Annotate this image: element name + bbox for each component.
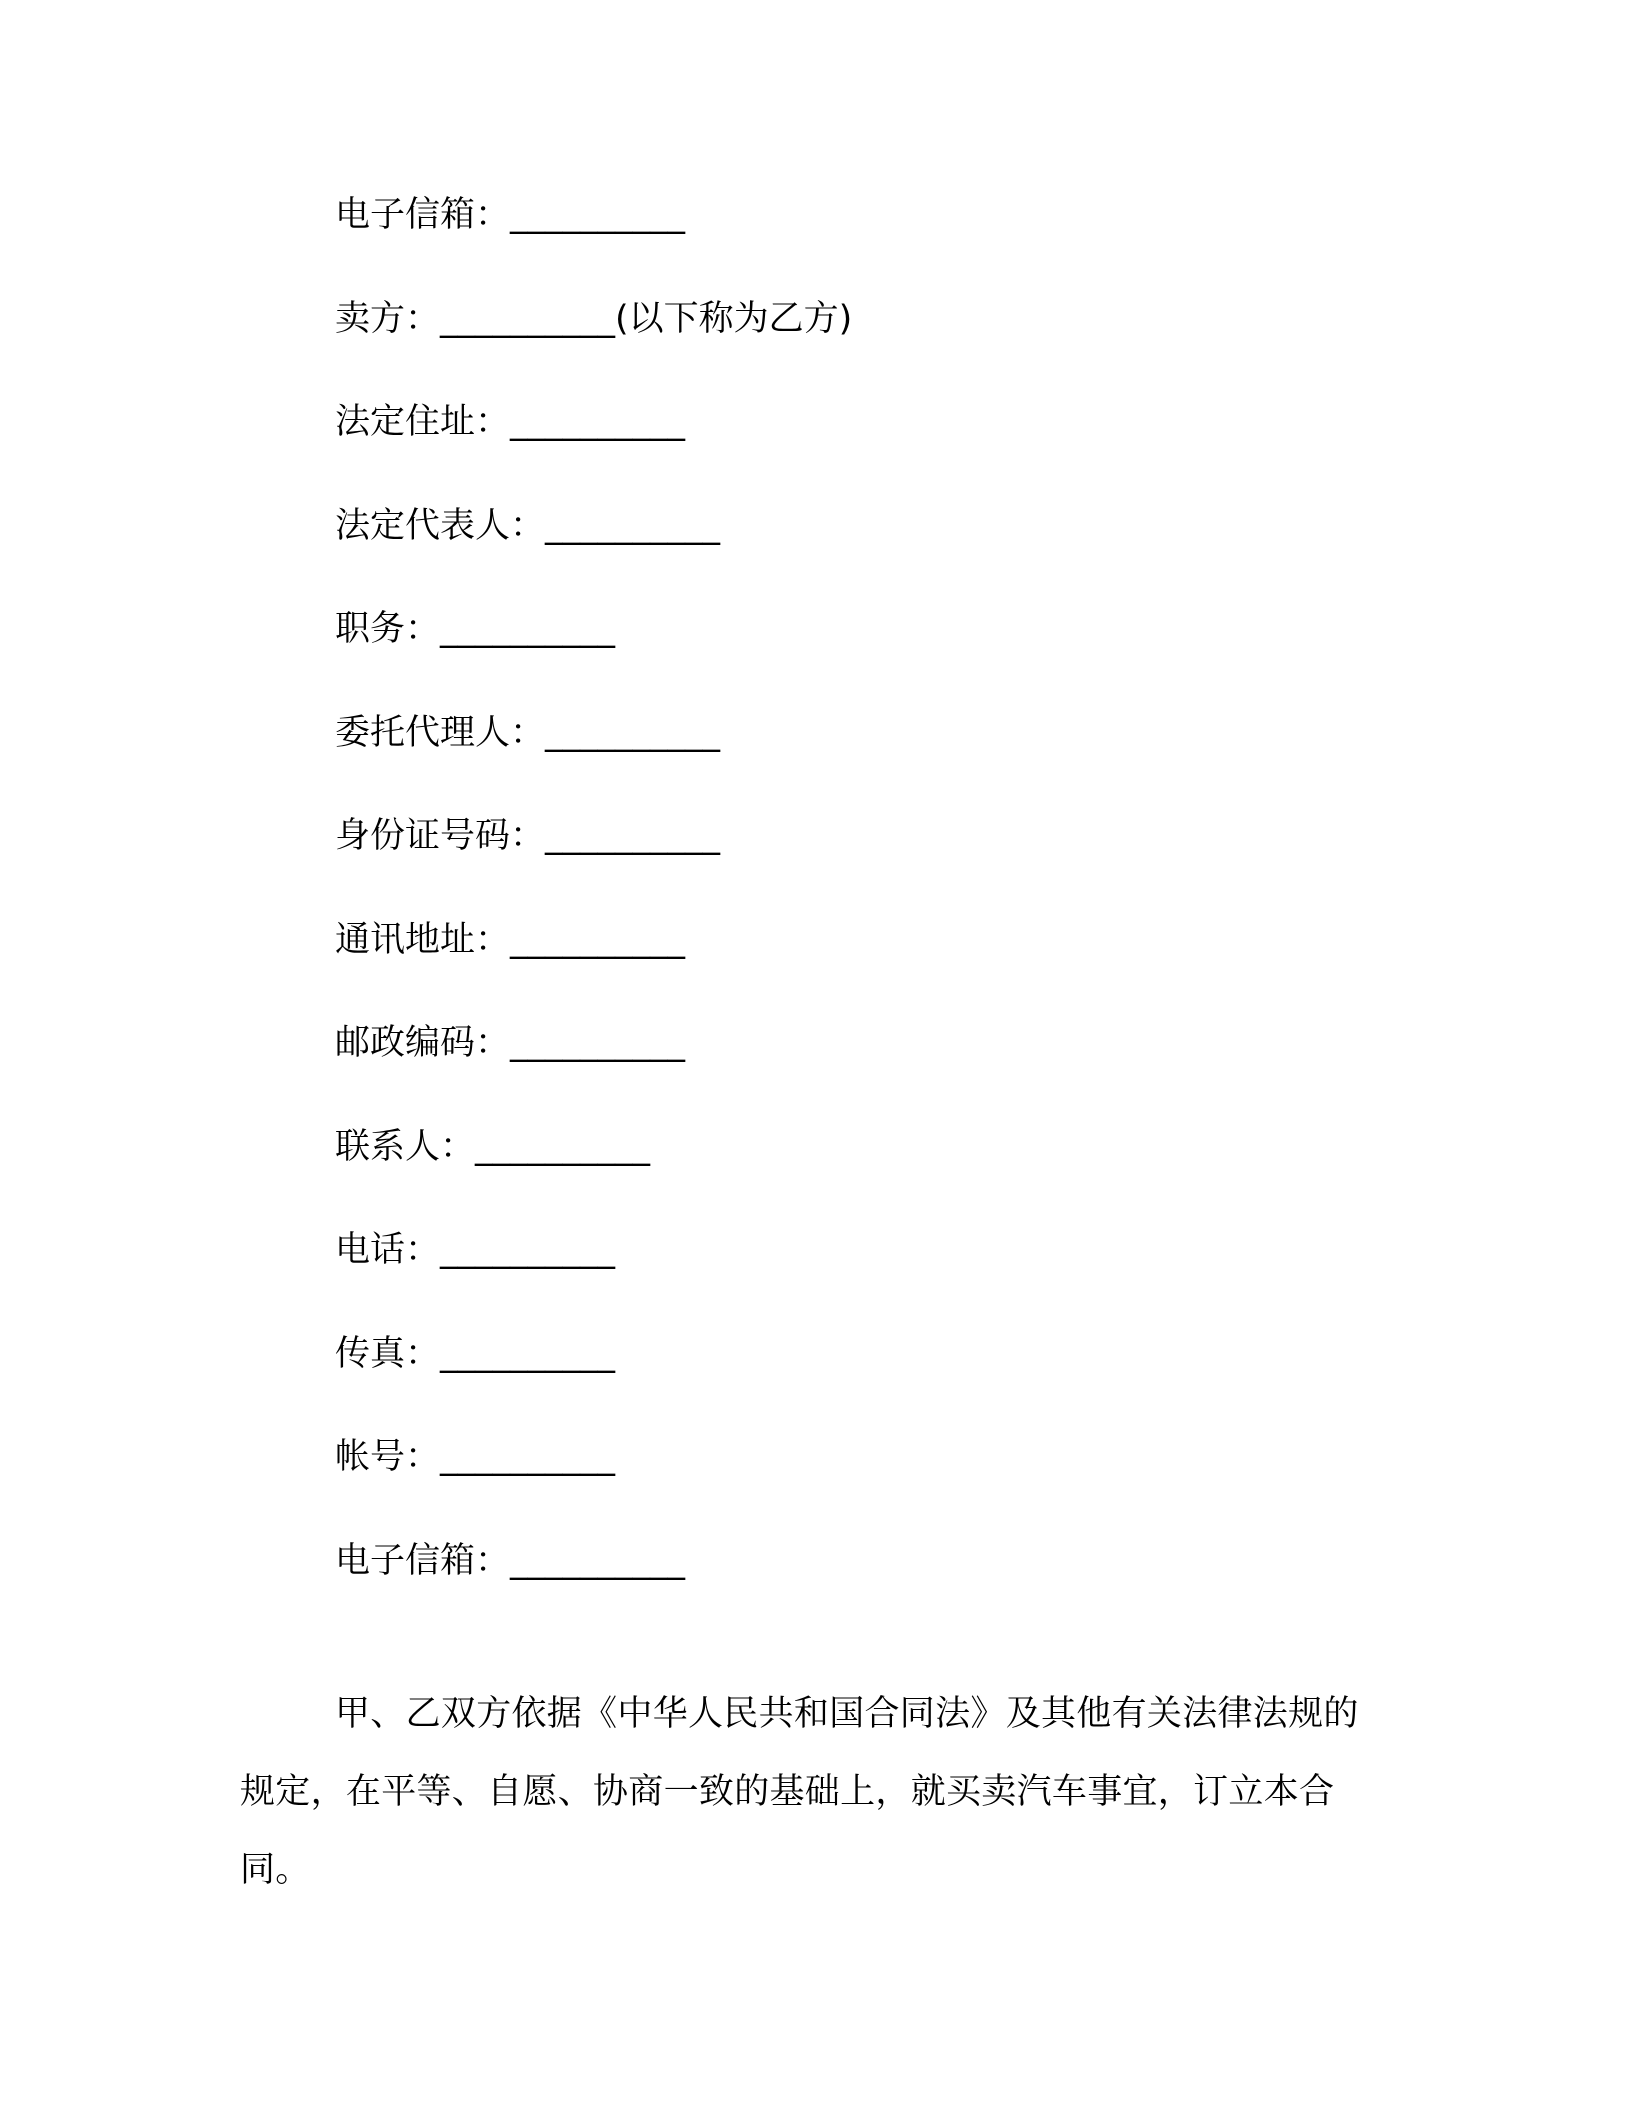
field-line-contact-person: 联系人：__________	[335, 1126, 651, 1167]
field-line-postal-code: 邮政编码：__________	[335, 1023, 686, 1063]
field-line-email-seller: 电子信箱：__________	[335, 1540, 686, 1581]
field-line-authorized-agent: 委托代理人：__________	[335, 712, 721, 753]
field-line-email-buyer: 电子信箱：__________	[335, 195, 686, 235]
field-line-seller: 卖方：__________(以下称为乙方)	[335, 298, 853, 339]
field-line-position: 职务：__________	[335, 609, 616, 649]
field-line-id-number: 身份证号码：__________	[335, 816, 721, 856]
contract-preamble-paragraph: 甲、乙双方依据《中华人民共和国合同法》及其他有关法律法规的规定，在平等、自愿、协商一致的基础上，就买卖汽车事宜，订立本合同。	[240, 1694, 1359, 1890]
field-line-phone: 电话：__________	[335, 1230, 616, 1270]
field-line-legal-address: 法定住址：__________	[335, 402, 686, 442]
field-line-fax: 传真：__________	[335, 1333, 616, 1374]
field-line-legal-representative: 法定代表人：__________	[335, 505, 721, 546]
field-line-account-number: 帐号：__________	[335, 1437, 616, 1477]
seller-info-fields	[335, 190, 1335, 1639]
field-line-mailing-address: 通讯地址：__________	[335, 919, 686, 960]
